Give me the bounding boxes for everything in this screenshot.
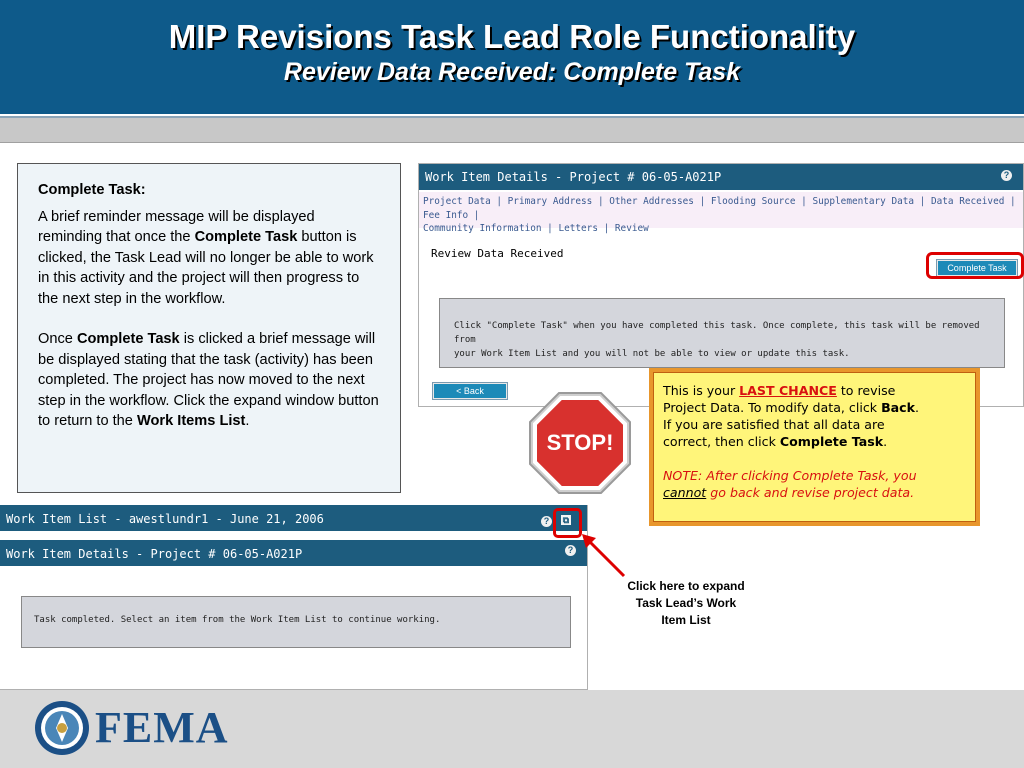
stop-sign-icon: [528, 391, 632, 495]
warning-note-text: go back and revise project data.: [706, 485, 915, 500]
stop-sign-label: STOP!: [546, 430, 614, 455]
fema-logo-text: FEMA: [95, 703, 229, 752]
dhs-seal-icon: [34, 700, 90, 756]
warning-line-2: [663, 399, 968, 416]
note-text: A brief reminder message will be displayed reminding that once the: [38, 208, 315, 245]
warning-text: This is your: [663, 383, 740, 398]
review-data-received-heading: Review Data Received: [431, 247, 564, 260]
nav-links-line-1[interactable]: Project Data | Primary Address | Other Addresses | Flooding Source | Supplementary Data | Data Received | Fee Info |: [423, 196, 1016, 221]
warning-bold-complete-task: Complete Task: [779, 434, 884, 449]
warning-note-line-1: NOTE: After clicking Complete Task, you: [663, 468, 917, 483]
note-bold-work-items-list: Work Items List: [136, 413, 246, 429]
note-paragraph-2: [38, 329, 382, 432]
last-chance-text: LAST CHANCE: [739, 383, 837, 398]
slide-subtitle: Review Data Received: Complete Task: [283, 58, 741, 86]
warning-text: .: [915, 400, 920, 415]
instruction-line-2: your Work Item List and you will not be able to view or update this task.: [454, 349, 850, 359]
complete-task-instruction-box: [439, 298, 1005, 368]
task-completed-message-box: Task completed. Select an item from the Work Item List to continue working.: [21, 596, 571, 648]
slide-title: MIP Revisions Task Lead Role Functionality: [168, 18, 856, 55]
callout-line-3: Item List: [661, 613, 711, 627]
callout-line-1: Click here to expand: [627, 579, 745, 593]
back-button[interactable]: < Back: [433, 383, 507, 399]
work-item-details-title-2: Work Item Details - Project # 06-05-A021P: [6, 547, 303, 561]
note-paragraph-1: [38, 207, 382, 310]
instruction-line-1: Click "Complete Task" when you have completed this task. Once complete, this task will be removed from: [454, 321, 980, 345]
nav-links-line-2[interactable]: Community Information | Letters | Review: [423, 223, 649, 234]
warning-line-3: If you are satisfied that all data are: [663, 417, 885, 432]
warning-text: to revise: [836, 383, 896, 398]
red-arrow-icon: [578, 530, 628, 580]
warning-line-1: [663, 382, 968, 399]
note-text: button is clicked, the Task Lead will no longer be able to work in this activity and the project will then progress to the next step in the workflow.: [38, 229, 374, 307]
note-text: Once: [38, 331, 77, 347]
complete-task-button[interactable]: Complete Task: [937, 260, 1017, 276]
header-divider-bar: [0, 116, 1024, 143]
work-item-details-titlebar: [419, 164, 1023, 190]
note-text: is clicked a brief message will be displayed stating that the task (activity) has been completed. The project has now moved to the next step in the workflow. Click the expand window button to return to the: [38, 331, 379, 429]
last-chance-warning-dialog: [649, 368, 980, 526]
expand-callout-text: [601, 578, 771, 629]
note-bold-complete-task: Complete Task: [194, 229, 298, 245]
warning-note-line-2: [663, 484, 968, 501]
work-item-details-title: Work Item Details - Project # 06-05-A021P: [425, 170, 722, 184]
work-item-details-titlebar-2: [0, 540, 587, 566]
warning-line-4: [663, 433, 968, 450]
complete-task-highlight: [926, 252, 1024, 279]
work-item-list-title: Work Item List - awestlundr1 - June 21, 2006: [6, 512, 324, 526]
warning-spacer: [663, 450, 968, 467]
warning-bold-back: Back: [881, 400, 916, 415]
help-icon[interactable]: ?: [1001, 170, 1012, 181]
help-icon[interactable]: ?: [565, 545, 576, 556]
note-heading: Complete Task:: [38, 182, 146, 198]
expand-window-icon[interactable]: ⧉: [560, 514, 572, 526]
callout-line-2: Task Lead’s Work: [635, 596, 737, 610]
instruction-note-box: [17, 163, 401, 493]
note-bold-complete-task: Complete Task: [76, 331, 180, 347]
work-item-nav-links[interactable]: [419, 192, 1023, 234]
work-item-list-titlebar: [0, 505, 587, 531]
warning-text: correct, then click: [663, 434, 780, 449]
help-icon[interactable]: ?: [541, 516, 552, 527]
warning-text: Project Data. To modify data, click: [663, 400, 882, 415]
warning-cannot-text: cannot: [663, 485, 707, 500]
note-text: .: [245, 413, 250, 429]
warning-text: .: [883, 434, 888, 449]
